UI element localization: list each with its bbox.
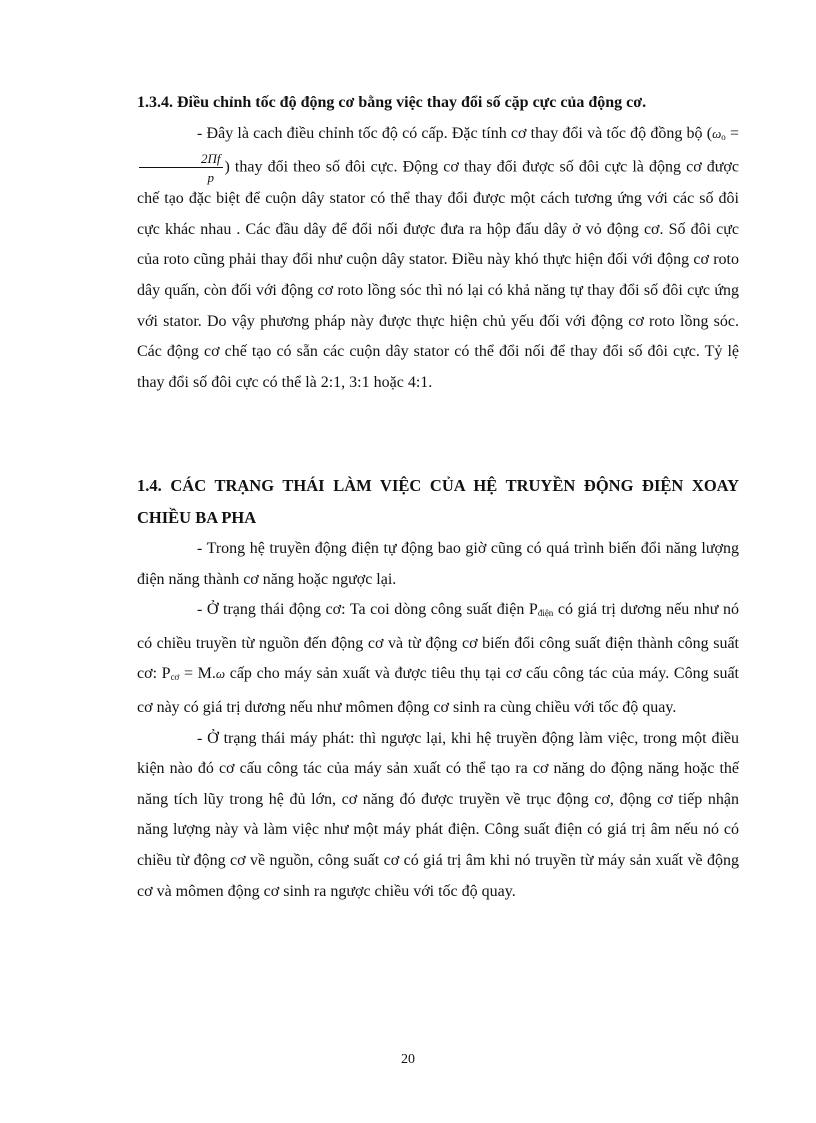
paragraph-generator-mode: - Ở trạng thái máy phát: thì ngược lại, khi hệ truyền động làm việc, trong một điều kiện nào đó cơ cấu công tác của máy sản xuất có thể tạo ra cơ năng do động năng hoặc thế năng tích lũy trong hệ đủ lớn, cơ năng đó được truyền về trục động cơ, động cơ tiếp nhận năng lượng này và làm việc như một máy phát điện. Công suất điện có giá trị âm nếu nó có chiều từ động cơ về nguồn, công suất cơ có giá trị âm khi nó truyền từ máy sản xuất về động cơ và mômen động cơ sinh ra ngược chiều với tốc độ quay. bbox=[137, 729, 739, 900]
omega-symbol: ω bbox=[712, 125, 722, 141]
section-heading-1-3-4: 1.3.4. Điều chỉnh tốc độ động cơ bằng việc thay đổi số cặp cực của động cơ. bbox=[137, 94, 647, 111]
page-number: 20 bbox=[401, 1052, 415, 1067]
fraction-denominator: p bbox=[207, 170, 214, 186]
paragraph-motor-mode: - Ở trạng thái động cơ: Ta coi dòng công suất điện $P_{điện}$ có giá trị dương nếu như nó có chiều truyền từ nguồn đến động cơ và từ động cơ biến đổi công suất điện thành công suất cơ: $P_{cơ} = M.\omega$ cấp cho máy sản xuất và được tiêu thụ tại cơ cấu công tác của máy. Công suất cơ này có giá trị dương nếu như mômen động cơ sinh ra cùng chiều với tốc độ quay. bbox=[137, 601, 740, 716]
fraction-numerator: 2Πf bbox=[139, 152, 223, 168]
omega-symbol: ω bbox=[215, 666, 226, 682]
subscript-dien: điện bbox=[537, 608, 554, 619]
omega-subscript: o bbox=[721, 131, 726, 142]
paragraph-text-after-formula: ) thay đổi theo số đôi cực. Động cơ thay đổi được số đôi cực là động cơ được chế tạo đặc biệt để cuộn dây stator có thể thay đổi được một cách tương ứng với các số đôi cực khác nhau . Các đầu dây để đổi nối được đưa ra hộp đấu dây ở vỏ động cơ. Số đôi cực của roto cũng phải thay đổi như cuộn dây stator. Điều này khó thực hiện đối với động cơ roto dây quấn, còn đối với động cơ roto lồng sóc thì nó lại có khả năng tự thay đổi số đôi cực ứng với stator. Do vậy phương pháp này được thực hiện chủ yếu đối với động cơ roto lồng sóc. Các động cơ chế tạo có sẵn các cuộn dây stator có thể đổi nối để thay đổi số đôi cực. Tỷ lệ thay đổi số đôi cực có thể là 2:1, 3:1 hoặc 4:1. bbox=[137, 158, 739, 391]
section-heading-1-4: 1.4. CÁC TRẠNG THÁI LÀM VIỆC CỦA HỆ TRUYỀN ĐỘNG ĐIỆN XOAY CHIỀU BA PHA bbox=[137, 476, 739, 527]
section-1-3-4 bbox=[137, 88, 739, 398]
paragraph-text-before-formula: - Đây là cach điều chỉnh tốc độ có cấp. Đặc tính cơ thay đổi và tốc độ đồng bộ ( bbox=[197, 124, 713, 142]
equals-sign: = bbox=[725, 124, 739, 142]
fraction bbox=[139, 152, 223, 184]
paragraph-pole-pairs bbox=[137, 119, 739, 399]
section-1-4 bbox=[137, 470, 739, 907]
subscript-co: cơ bbox=[170, 672, 180, 683]
paragraph-energy-conversion: - Trong hệ truyền động điện tự động bao giờ cũng có quá trình biến đổi năng lượng điện năng thành cơ năng hoặc ngược lại. bbox=[137, 540, 739, 588]
